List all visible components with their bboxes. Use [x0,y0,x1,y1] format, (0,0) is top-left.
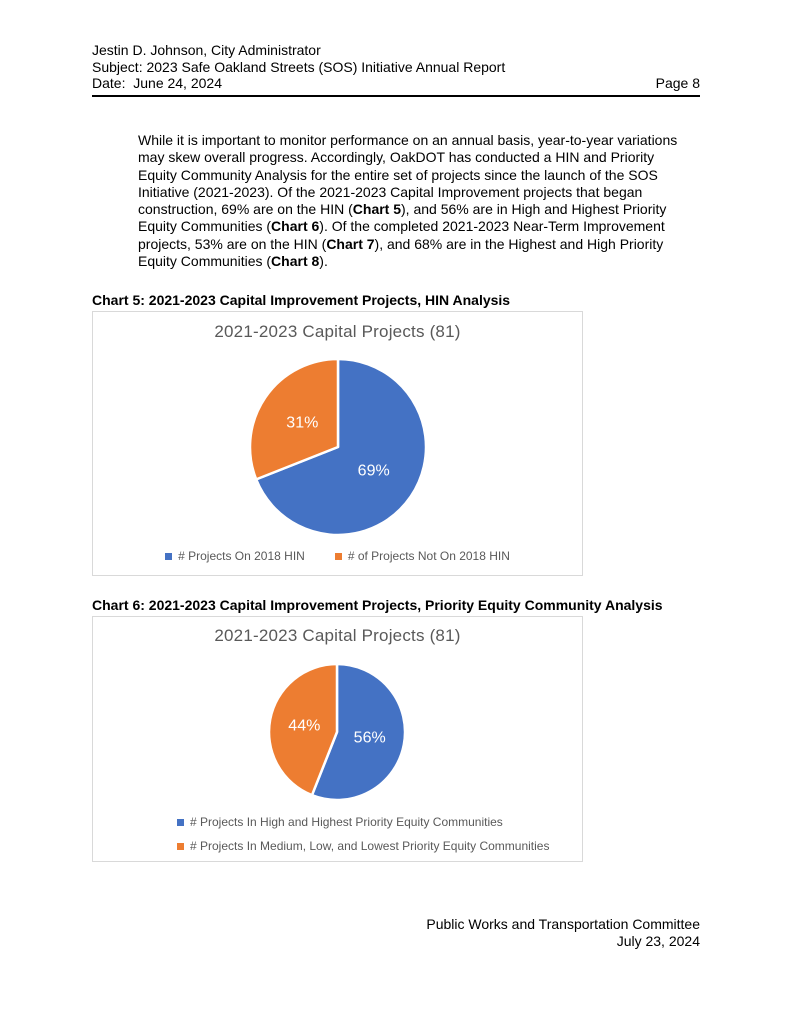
slice-percent-label: 44% [288,717,321,735]
paragraph-text: Equity Communities ( [138,218,272,235]
pie-chart-hin [245,354,431,540]
legend-label: # Projects In Medium, Low, and Lowest Priority Equity Communities [190,839,550,853]
legend-swatch-icon [335,553,342,560]
header-subject-line: Subject: 2023 Safe Oakland Streets (SOS) Initiative Annual Report [92,58,506,75]
legend-item [177,839,549,853]
paragraph-text: Equity Community Analysis for the entire set of projects since the launch of the SOS [138,166,658,183]
paragraph-text: construction, 69% are on the HIN ( [138,201,353,218]
paragraph-text: ). [319,253,328,270]
legend-item [165,549,305,563]
header-date: Date: June 24, 2024 [92,75,222,91]
header-date-row [92,75,700,92]
paragraph-text: While it is important to monitor performance on an annual basis, year-to-year variations [138,132,678,148]
legend-item [335,549,510,563]
chart-reference: Chart 5 [352,201,402,218]
paragraph-text: projects, 53% are on the HIN ( [138,235,327,252]
legend-swatch-icon [177,843,184,850]
paragraph-text: ), and 56% are in High and Highest Priority [401,201,667,218]
page-number: Page 8 [655,75,700,91]
chart-5-figure [92,311,583,576]
chart-reference: Chart 7 [326,235,375,252]
footer-committee: Public Works and Transportation Committee [426,916,700,932]
pie-chart-equity [264,659,410,805]
slice-percent-label: 56% [353,729,386,747]
legend-item [177,815,549,829]
page-footer [426,916,700,949]
paragraph-text: Initiative (2021-2023). Of the 2021-2023 Capital Improvement projects that began [138,183,643,200]
page-header [92,42,700,92]
chart-reference: Chart 8 [271,253,320,270]
legend-swatch-icon [177,819,184,826]
slice-percent-label: 69% [357,462,390,480]
legend-label: # of Projects Not On 2018 HIN [347,549,510,563]
paragraph-text: ). Of the completed 2021-2023 Near-Term Improvement [319,218,665,235]
chart-6-figure [92,616,583,862]
header-divider [92,95,700,97]
slice-percent-label: 31% [286,414,319,432]
paragraph-text: may skew overall progress. Accordingly, OakDOT has conducted a HIN and Priority [138,149,655,166]
paragraph-text: ), and 68% are in the Highest and High Priority [374,235,664,252]
footer-date: July 23, 2024 [616,932,700,949]
legend-label: # Projects In High and Highest Priority Equity Communities [190,815,503,829]
legend-label: # Projects On 2018 HIN [178,549,305,563]
legend-swatch-icon [165,553,172,560]
chart-5-heading: Chart 5: 2021-2023 Capital Improvement Projects, HIN Analysis [92,292,511,308]
chart-reference: Chart 6 [271,218,320,235]
chart-6-heading: Chart 6: 2021-2023 Capital Improvement Projects, Priority Equity Community Analysis [92,597,663,613]
chart-6-title: 2021-2023 Capital Projects (81) [214,626,461,645]
chart-5-legend [93,549,582,563]
paragraph-text: Equity Communities ( [138,253,272,270]
body-paragraph [138,132,718,270]
chart-5-title: 2021-2023 Capital Projects (81) [214,322,461,341]
chart-6-legend [177,815,549,853]
header-author-line: Jestin D. Johnson, City Administrator [92,42,321,58]
